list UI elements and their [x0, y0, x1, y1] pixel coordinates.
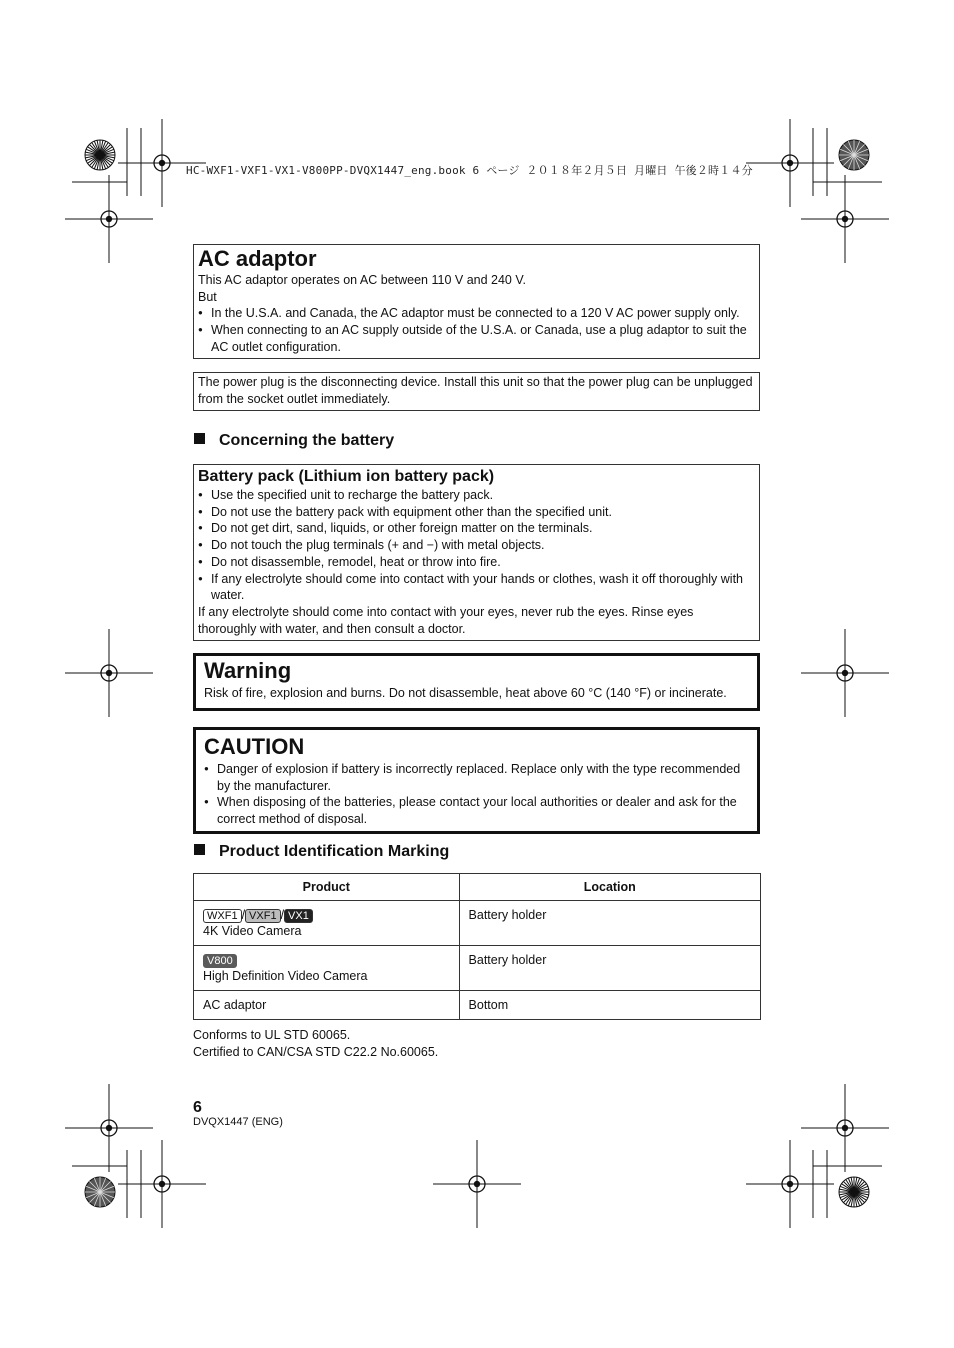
- list-item: ● In the U.S.A. and Canada, the AC adaptor must be connected to a 120 V AC power supply only.: [198, 305, 755, 322]
- conformity-line-1: Conforms to UL STD 60065.: [193, 1028, 351, 1042]
- battery-pack-title: Battery pack (Lithium ion battery pack): [198, 468, 495, 485]
- ac-adaptor-but: But: [198, 289, 217, 304]
- caution-bullets: [204, 761, 749, 828]
- power-plug-text: The power plug is the disconnecting device. Install this unit so that the power plug can be unplugged from the socket outlet immediately.: [198, 375, 753, 406]
- table-cell-product: AC adaptor: [194, 991, 460, 1020]
- battery-section-heading-text: Concerning the battery: [219, 432, 395, 449]
- list-item: ● Do not get dirt, sand, liquids, or other foreign matter on the terminals.: [198, 520, 755, 537]
- table-cell-location: Bottom: [459, 991, 760, 1020]
- model-badge-vx1: VX1: [284, 909, 313, 923]
- ac-adaptor-box: [193, 244, 760, 359]
- list-item: ● Do not disassemble, remodel, heat or throw into fire.: [198, 554, 755, 571]
- table-cell-location: Battery holder: [459, 946, 760, 991]
- caution-title: CAUTION: [204, 734, 305, 759]
- model-badge-v800: V800: [203, 954, 237, 968]
- list-item: ● Do not touch the plug terminals (+ and −) with metal objects.: [198, 537, 755, 554]
- conformity-line-2: Certified to CAN/CSA STD C22.2 No.60065.: [193, 1045, 439, 1059]
- product-name: 4K Video Camera: [203, 924, 302, 938]
- table-cell-location: Battery holder: [459, 901, 760, 946]
- table-cell-product: [194, 946, 460, 991]
- doc-code: DVQX1447 (ENG): [193, 1116, 283, 1128]
- battery-pack-footer: If any electrolyte should come into contact with your eyes, never rub the eyes. Rinse eyes thoroughly with water, and then consult a doctor.: [198, 604, 694, 636]
- ac-adaptor-title: AC adaptor: [198, 246, 317, 271]
- badge-separator: /: [241, 908, 246, 922]
- product-name: High Definition Video Camera: [203, 969, 368, 983]
- warning-box: [193, 653, 760, 711]
- caution-box: [193, 727, 760, 834]
- list-item: ● If any electrolyte should come into contact with your hands or clothes, wash it off thoroughly with water.: [198, 571, 755, 604]
- list-item: ● When connecting to an AC supply outside of the U.S.A. or Canada, use a plug adaptor to suit the AC outlet configuration.: [198, 322, 755, 355]
- square-bullet-icon: [194, 433, 205, 444]
- table-row: [194, 946, 761, 991]
- list-item: ● Danger of explosion if battery is incorrectly replaced. Replace only with the type recommended by the manufacturer.: [204, 761, 749, 794]
- column-header-product: Product: [194, 874, 460, 901]
- product-id-heading: [194, 843, 449, 861]
- warning-title: Warning: [204, 658, 292, 683]
- product-id-table: [193, 873, 761, 1020]
- badge-separator: /: [280, 908, 285, 922]
- column-header-location: Location: [459, 874, 760, 901]
- battery-section-heading: [194, 432, 394, 450]
- list-item: ● Use the specified unit to recharge the battery pack.: [198, 487, 755, 504]
- table-cell-product: [194, 901, 460, 946]
- model-badge-wxf1: WXF1: [203, 909, 242, 923]
- battery-pack-bullets: [198, 487, 755, 604]
- power-plug-box: [193, 372, 760, 411]
- table-row: [194, 901, 761, 946]
- product-id-heading-text: Product Identification Marking: [219, 843, 450, 860]
- list-item: ● Do not use the battery pack with equipment other than the specified unit.: [198, 504, 755, 521]
- list-item: ● When disposing of the batteries, please contact your local authorities or dealer and ask for the correct method of disposal.: [204, 794, 749, 827]
- file-header-line: HC-WXF1-VXF1-VX1-V800PP-DVQX1447_eng.book 6 ページ ２０１８年２月５日 月曜日 午後２時１４分: [186, 164, 753, 177]
- table-header-row: [194, 874, 761, 901]
- warning-text: Risk of fire, explosion and burns. Do not disassemble, heat above 60 °C (140 °F) or incinerate.: [204, 686, 727, 700]
- ac-adaptor-bullets: [198, 305, 755, 355]
- battery-pack-box: [193, 464, 760, 641]
- square-bullet-icon: [194, 844, 205, 855]
- ac-adaptor-intro: This AC adaptor operates on AC between 110 V and 240 V.: [198, 273, 527, 287]
- table-row: [194, 991, 761, 1020]
- model-badge-vxf1: VXF1: [245, 909, 281, 923]
- page-number: 6: [193, 1099, 202, 1116]
